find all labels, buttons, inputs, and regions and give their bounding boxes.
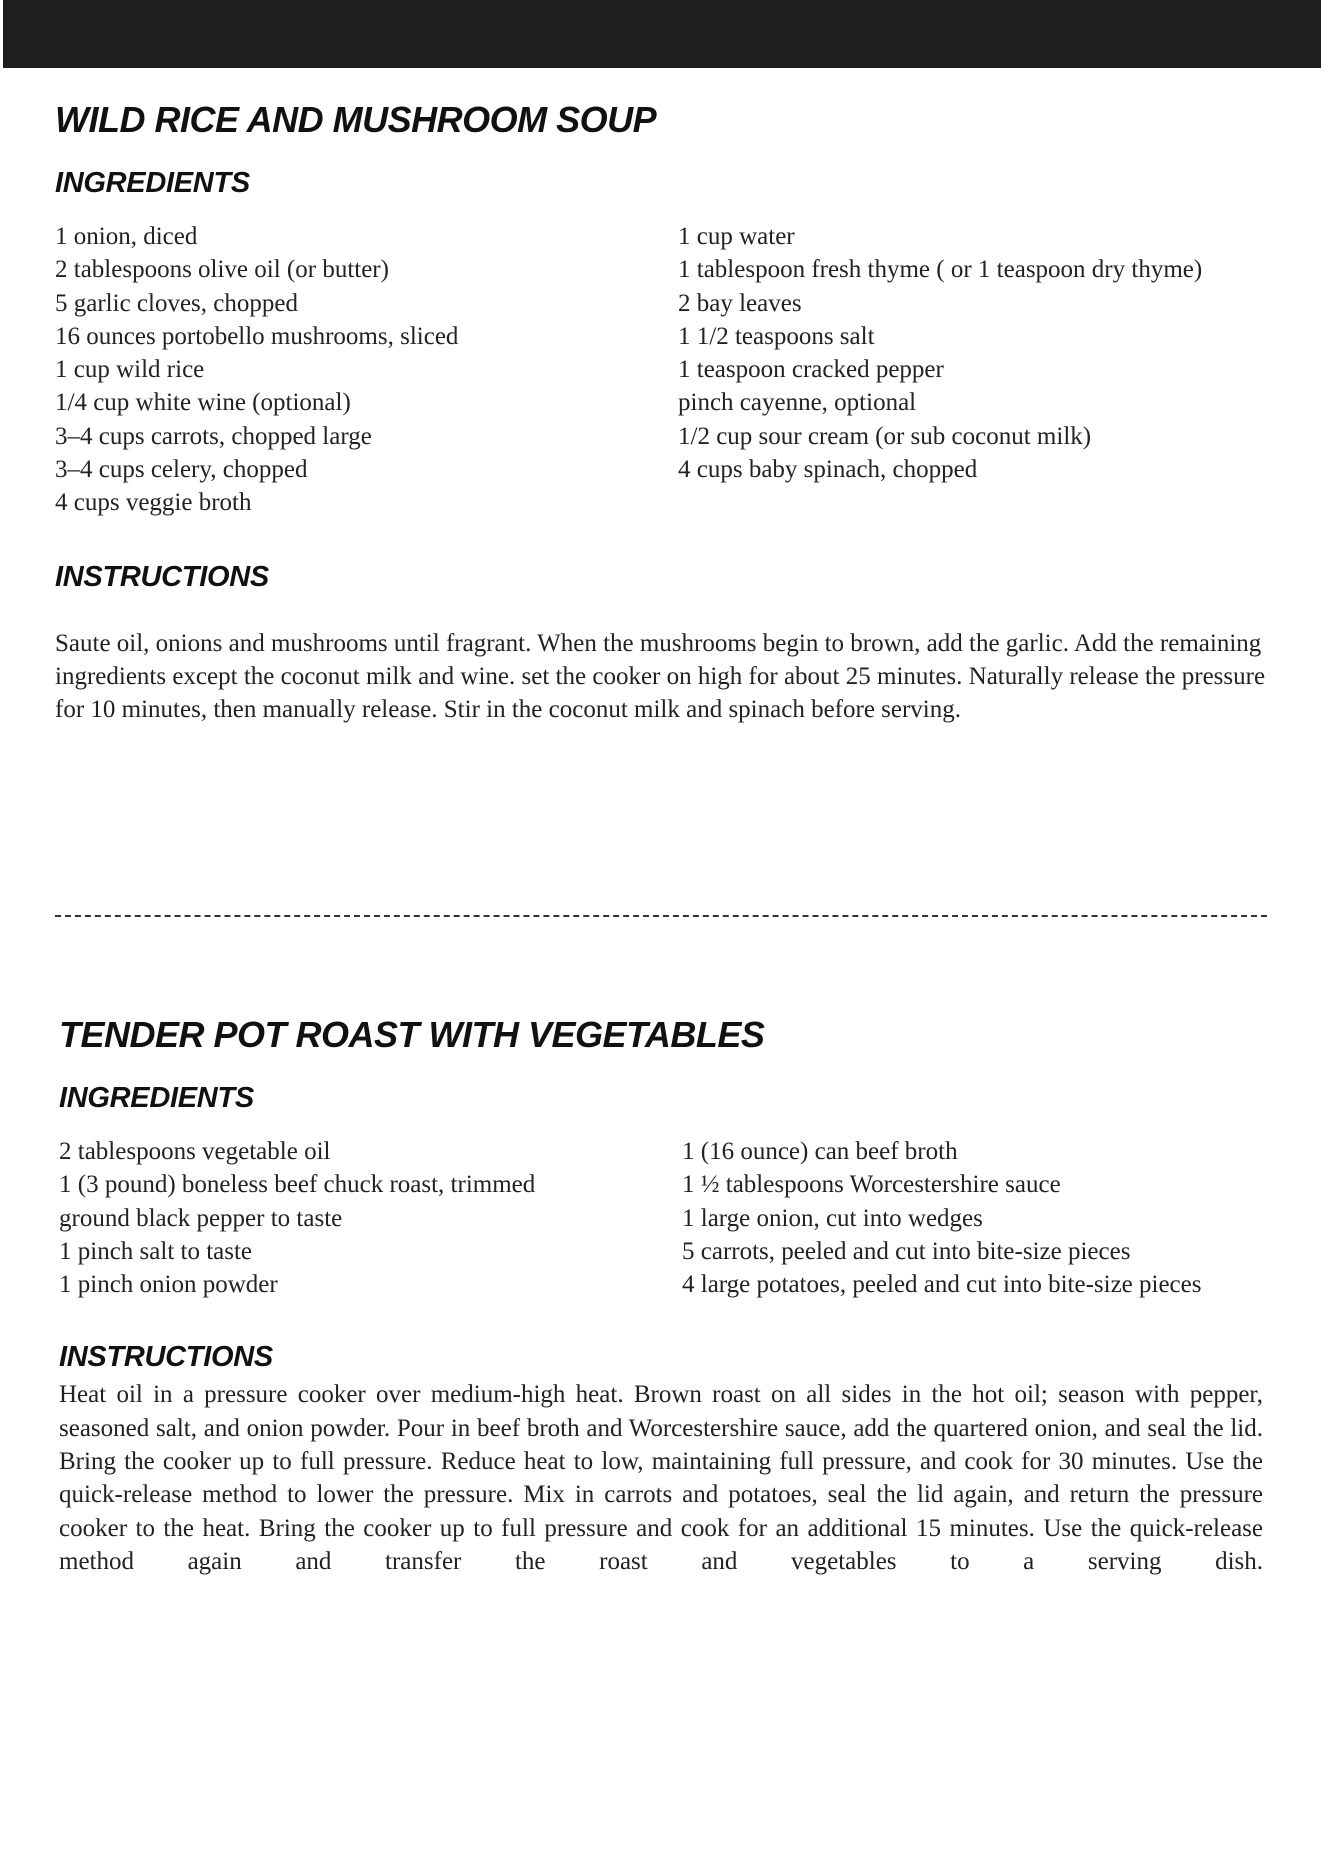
ingredient-item: 1 large onion, cut into wedges [682, 1204, 983, 1232]
ingredient-item: 1 (3 pound) boneless beef chuck roast, trimmed [59, 1171, 536, 1199]
ingredient-item: pinch cayenne, optional [678, 389, 917, 417]
ingredient-item: 1 onion, diced [55, 223, 198, 250]
ingredient-item: 1 ½ tablespoons Worcestershire sauce [682, 1171, 1061, 1199]
ingredients-list [55, 220, 1275, 520]
recipe-wild-rice-soup [55, 96, 1275, 727]
ingredients-heading: INGREDIENTS [55, 167, 250, 199]
instructions-text: Heat oil in a pressure cooker over medium-high heat. Brown roast on all sides in the hot oil; season with pepper, seasoned salt, and onion powder. Pour in beef broth and Worcestershire sauce, add the quartered onion, and seal the lid. Bring the cooker up to full pressure. Reduce heat to low, maintaining full pressure, and cook for 30 minutes. Use the quick-release method to lower the pressure. Mix in carrots and potatoes, seal the lid again, and return the pressure cooker to the heat. Bring the cooker up to full pressure and cook for an additional 15 minutes. Use the quick-release method again and transfer the roast and vegetables to a serving dish. [59, 1381, 1263, 1575]
ingredient-item: 4 large potatoes, peeled and cut into bite-size pieces [682, 1271, 1202, 1299]
ingredient-item: 5 carrots, peeled and cut into bite-size pieces [682, 1237, 1131, 1265]
ingredient-item: 5 garlic cloves, chopped [55, 289, 298, 317]
header-bar [3, 0, 1321, 68]
recipe-pot-roast [59, 1011, 1279, 1578]
ingredient-item: 2 tablespoons vegetable oil [59, 1138, 331, 1165]
recipe-title: TENDER POT ROAST WITH VEGETABLES [59, 1014, 765, 1055]
ingredients-column-right [678, 220, 1202, 520]
ingredient-item: ground black pepper to taste [59, 1204, 343, 1232]
ingredients-column-right [682, 1135, 1201, 1301]
ingredients-heading: INGREDIENTS [59, 1082, 254, 1114]
ingredient-item: 1 (16 ounce) can beef broth [682, 1138, 958, 1165]
ingredient-item: 1 tablespoon fresh thyme ( or 1 teaspoon dry thyme) [678, 256, 1203, 284]
ingredient-item: 16 ounces portobello mushrooms, sliced [55, 322, 459, 350]
ingredient-item: 1 pinch onion powder [59, 1271, 278, 1299]
ingredient-item: 1 cup water [678, 223, 795, 250]
ingredient-item: 2 bay leaves [678, 289, 802, 317]
ingredient-item: 1 1/2 teaspoons salt [678, 322, 875, 350]
ingredients-column-left [59, 1135, 682, 1301]
ingredients-list [59, 1135, 1279, 1301]
ingredient-item: 1/4 cup white wine (optional) [55, 389, 351, 417]
recipe-title: WILD RICE AND MUSHROOM SOUP [55, 99, 657, 140]
ingredient-item: 1 pinch salt to taste [59, 1237, 253, 1265]
ingredient-item: 1 teaspoon cracked pepper [678, 356, 944, 384]
ingredient-item: 1/2 cup sour cream (or sub coconut milk) [678, 422, 1092, 450]
ingredient-item: 2 tablespoons olive oil (or butter) [55, 256, 389, 284]
ingredient-item: 1 cup wild rice [55, 356, 205, 384]
ingredient-item: 4 cups baby spinach, chopped [678, 456, 978, 484]
instructions-heading: INSTRUCTIONS [59, 1341, 273, 1374]
dashed-divider [55, 915, 1267, 917]
ingredients-column-left [55, 220, 678, 520]
instructions-text: Saute oil, onions and mushrooms until fragrant. When the mushrooms begin to brown, add the garlic. Add the remaining ingredients except the coconut milk and wine. set the cooker on high for about 25 minutes. Naturally release the pressure for 10 minutes, then manually release. Stir in the coconut milk and spinach before serving. [55, 629, 1266, 724]
instructions-heading: INSTRUCTIONS [55, 560, 269, 593]
ingredient-item: 4 cups veggie broth [55, 489, 252, 517]
ingredient-item: 3–4 cups carrots, chopped large [55, 422, 372, 450]
ingredient-item: 3–4 cups celery, chopped [55, 456, 308, 484]
